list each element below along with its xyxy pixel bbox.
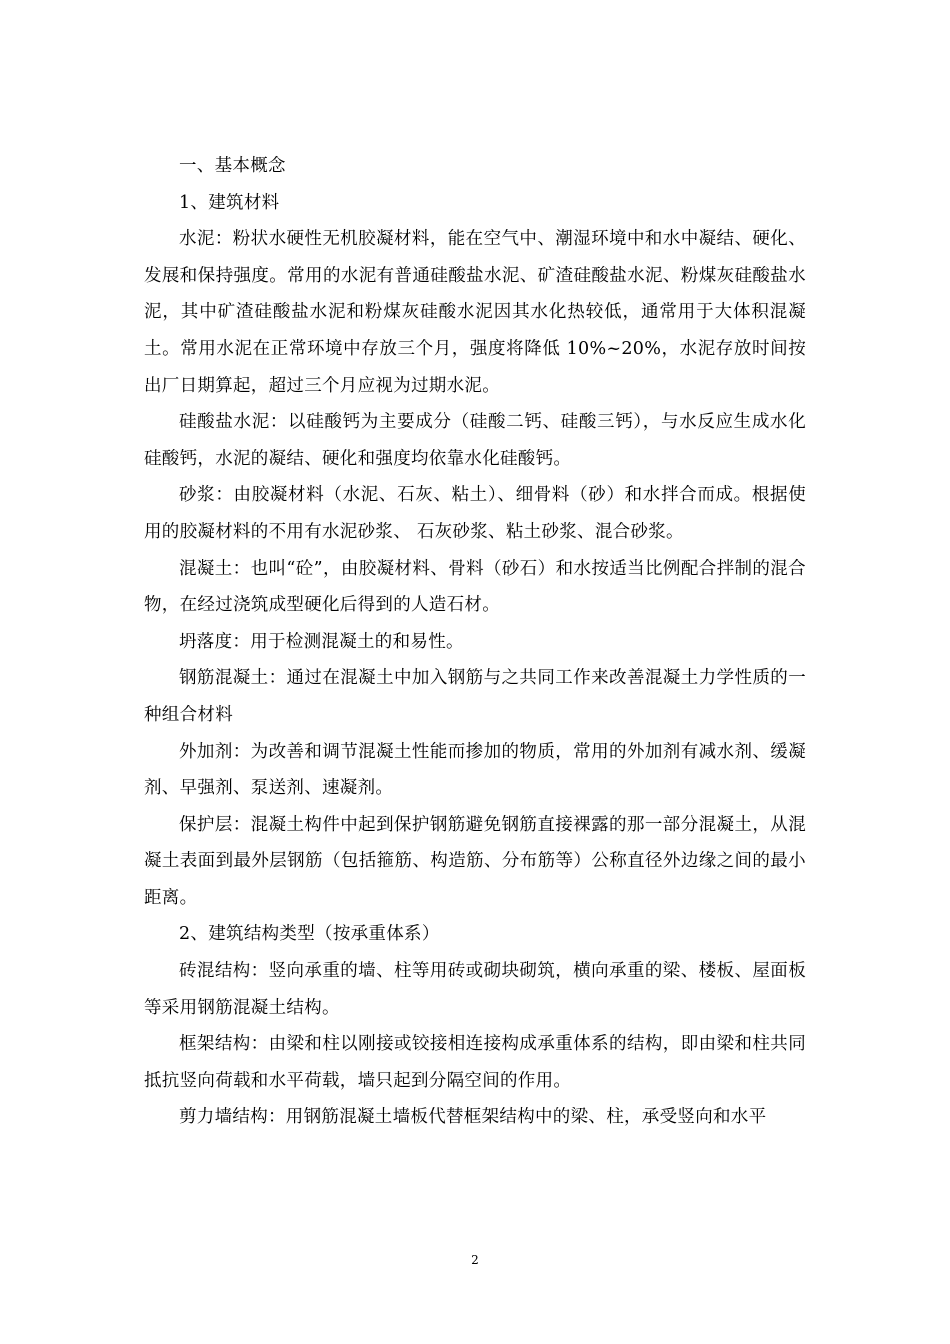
subheading-building-materials: 1、建筑材料 <box>179 192 280 213</box>
section-heading: 一、基本概念 <box>179 156 286 176</box>
paragraph-masonry-structure: 砖混结构：竖向承重的墙、柱等用砖或砌块砌筑，横向承重的梁、楼板、屋面板等采用钢筋混凝土结构。 <box>144 961 806 1018</box>
paragraph-cement: 水泥：粉状水硬性无机胶凝材料，能在空气中、潮湿环境中和水中凝结、硬化、发展和保持强度。常用的水泥有普通硅酸盐水泥、矿渣硅酸盐水泥、粉煤灰硅酸盐水泥，其中矿渣硅酸盐水泥和粉煤灰硅酸水泥因其水化热较低，通常用于大体积混凝土。常用水泥在正常环境中存放三个月，强度将降低 10%~20%，水泥存放时间按出厂日期算起，超过三个月应视为过期水泥。 <box>144 229 806 396</box>
paragraph-shear-wall-structure: 剪力墙结构：用钢筋混凝土墙板代替框架结构中的梁、柱，承受竖向和水平 <box>179 1107 767 1128</box>
page-number: 2 <box>471 1253 479 1267</box>
paragraph-portland-cement: 硅酸盐水泥：以硅酸钙为主要成分（硅酸二钙、硅酸三钙），与水反应生成水化硅酸钙，水泥的凝结、硬化和强度均依靠水化硅酸钙。 <box>144 412 806 469</box>
paragraph-concrete: 混凝土：也叫“砼”，由胶凝材料、骨料（砂石）和水按适当比例配合拌制的混合物，在经过浇筑成型硬化后得到的人造石材。 <box>144 558 806 616</box>
paragraph-protective-layer: 保护层：混凝土构件中起到保护钢筋避免钢筋直接裸露的那一部分混凝土，从混凝土表面到最外层钢筋（包括箍筋、构造筋、分布筋等）公称直径外边缘之间的最小距离。 <box>144 814 806 908</box>
document-body <box>144 148 806 1136</box>
subheading-structure-types: 2、建筑结构类型（按承重体系） <box>179 924 440 945</box>
paragraph-slump: 坍落度：用于检测混凝土的和易性。 <box>179 631 464 652</box>
paragraph-reinforced-concrete: 钢筋混凝土：通过在混凝土中加入钢筋与之共同工作来改善混凝土力学性质的一种组合材料 <box>144 668 806 725</box>
paragraph-admixture: 外加剂：为改善和调节混凝土性能而掺加的物质，常用的外加剂有减水剂、缓凝剂、早强剂、泵送剂、速凝剂。 <box>144 741 806 799</box>
paragraph-mortar: 砂浆：由胶凝材料（水泥、石灰、粘土）、细骨料（砂）和水拌合而成。根据使用的胶凝材料的不用有水泥砂浆、 石灰砂浆、粘土砂浆、混合砂浆。 <box>144 485 806 542</box>
paragraph-frame-structure: 框架结构：由梁和柱以刚接或铰接相连接构成承重体系的结构，即由梁和柱共同抵抗竖向荷载和水平荷载，墙只起到分隔空间的作用。 <box>144 1034 806 1091</box>
